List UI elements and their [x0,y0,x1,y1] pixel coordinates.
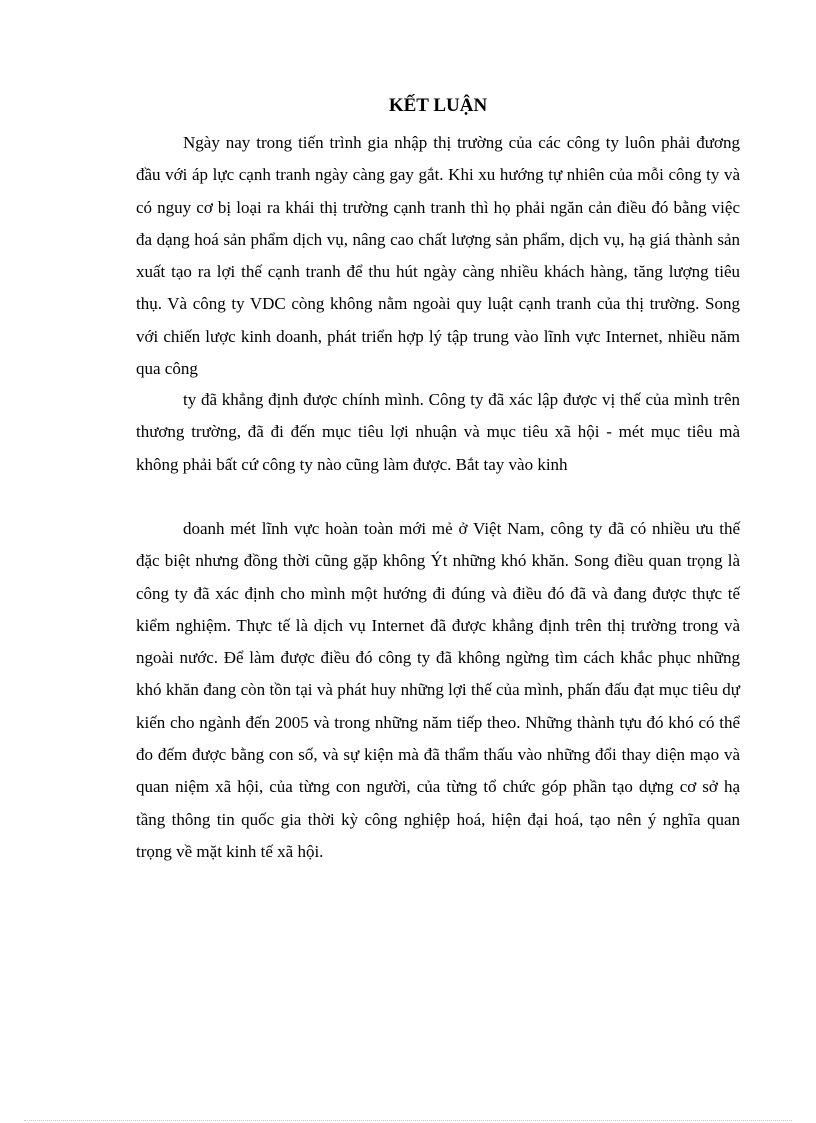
paragraph-1: Ngày nay trong tiến trình gia nhập thị trường của các công ty luôn phải đương đầu với áp lực cạnh tranh ngày càng gay gắt. Khi xu hướng tự nhiên của mỗi công ty và có nguy cơ bị loại ra khái thị trường cạnh tranh thì họ phải ngăn cản điều đó bằng việc đa dạng hoá sản phẩm dịch vụ, nâng cao chất lượng sản phẩm, dịch vụ, hạ giá thành sản xuất tạo ra lợi thế cạnh tranh để thu hút ngày càng nhiều khách hàng, tăng lượng tiêu thụ. Và công ty VDC còng không nằm ngoài quy luật cạnh tranh của thị trường. Song với chiến lược kinh doanh, phát triển hợp lý tập trung vào lĩnh vực Internet, nhiều năm qua công [136,133,740,379]
page-title: KẾT LUẬN [388,95,488,116]
page-bottom-divider [24,1120,792,1121]
paragraph-2: ty đã khẳng định được chính mình. Công ty đã xác lập được vị thế của mình trên thương trường, đã đi đến mục tiêu lợi nhuận và mục tiêu xã hội - mét mục tiêu mà không phải bất cứ công ty nào cũng làm được. Bắt tay vào kinh [136,390,740,474]
paragraph-3: doanh mét lĩnh vực hoàn toàn mới mẻ ở Việt Nam, công ty đã có nhiều ưu thế đặc biệt nhưng đồng thời cũng gặp không Ýt những khó khăn. Song điều quan trọng là công ty đã xác định cho mình một hướng đi đúng và điều đó đã và đang được thực tế kiểm nghiệm. Thực tế là dịch vụ Internet đã được khẳng định trên thị trường trong và ngoài nước. Để làm được điều đó công ty đã không ngừng tìm cách khắc phục những khó khăn đang còn tồn tại và phát huy những lợi thế của mình, phấn đấu đạt mục tiêu dự kiến cho ngành đến 2005 và trong những năm tiếp theo. Những thành tựu đó khó có thể đo đếm được bằng con số, và sự kiện mà đã thẩm thấu vào những đổi thay diện mạo và quan niệm xã hội, của từng con người, của từng tổ chức góp phần tạo dựng cơ sở hạ tầng thông tin quốc gia thời kỳ công nghiệp hoá, hiện đại hoá, tạo nên ý nghĩa quan trọng về mặt kinh tế xã hội. [136,519,740,861]
